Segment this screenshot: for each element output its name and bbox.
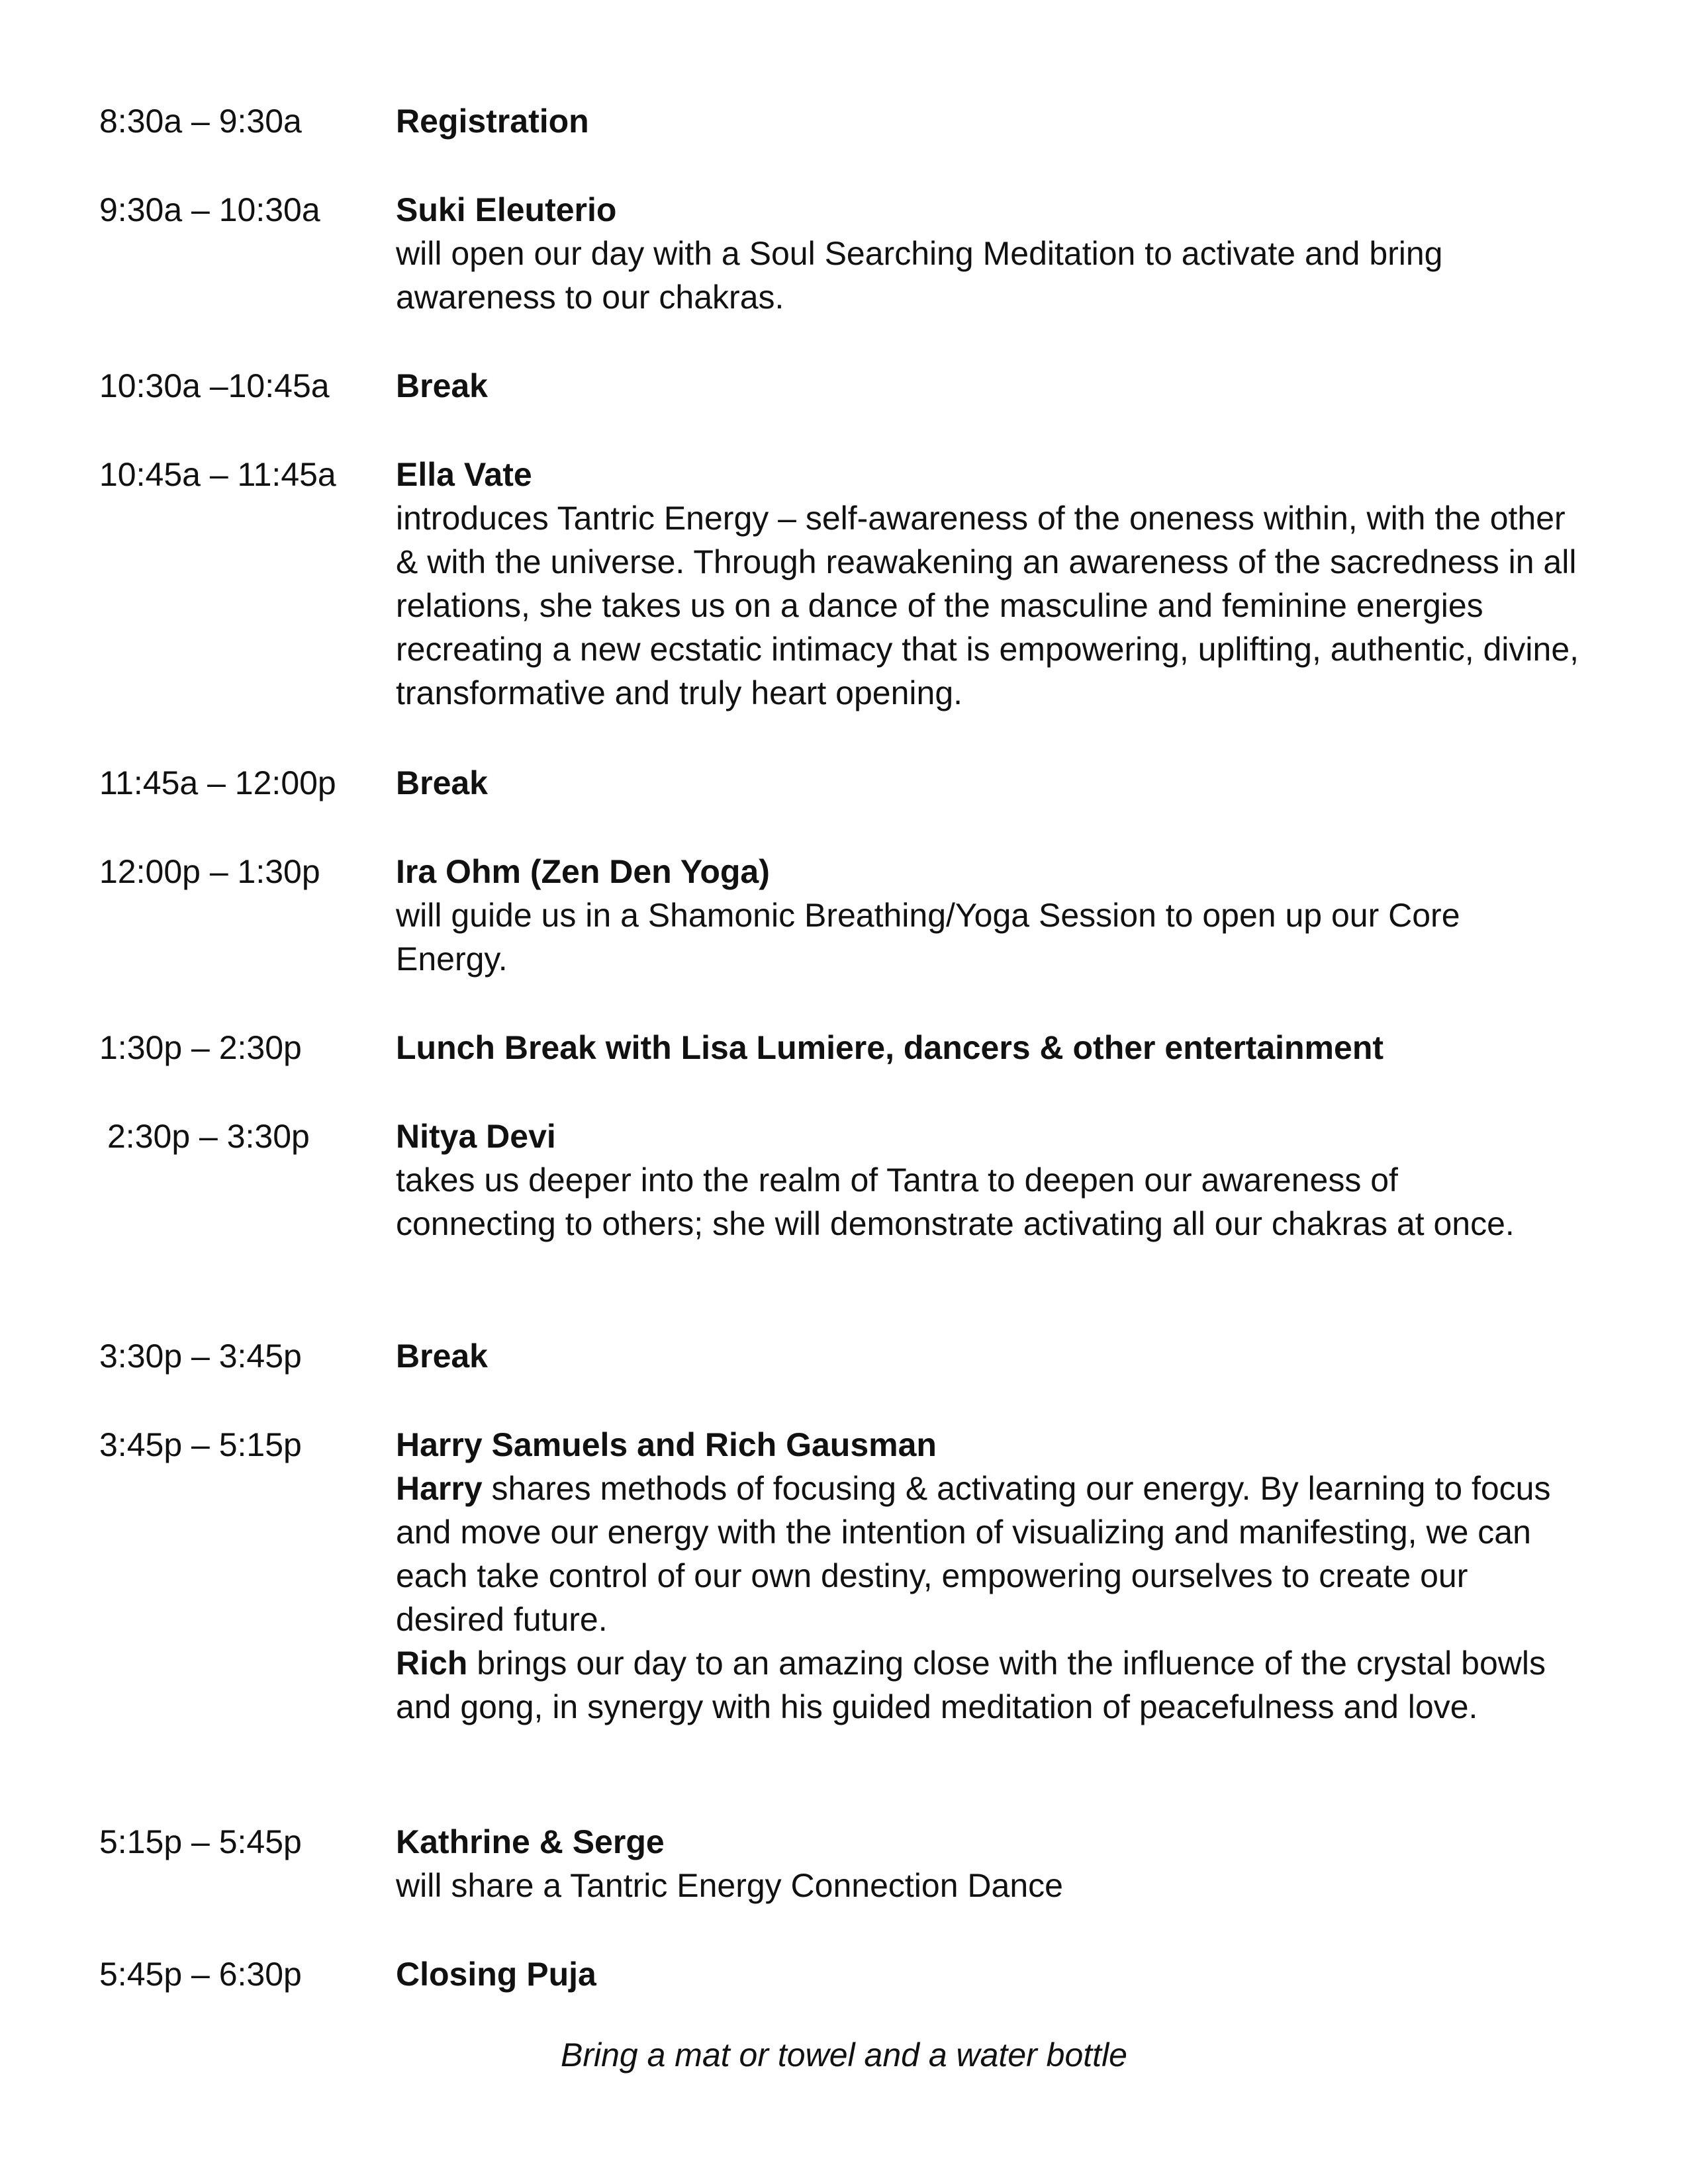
time-slot: 10:45a – 11:45a [99, 456, 336, 493]
entry-content [396, 1334, 1587, 1378]
time-slot: 9:30a – 10:30a [99, 191, 320, 228]
time-slot: 8:30a – 9:30a [99, 103, 302, 140]
session-description: will open our day with a Soul Searching Meditation to activate and bring awareness to our chakras. [396, 235, 1443, 316]
time-slot: 2:30p – 3:30p [107, 1118, 310, 1155]
session-title: Break [396, 1338, 488, 1375]
time-slot: 12:00p – 1:30p [99, 853, 320, 890]
entry-content [396, 1820, 1587, 1907]
footer-note: Bring a mat or towel and a water bottle [560, 2036, 1127, 2073]
time-slot: 3:45p – 5:15p [99, 1426, 302, 1463]
session-description: will share a Tantric Energy Connection Dance [396, 1867, 1063, 1904]
session-title: Closing Puja [396, 1956, 596, 1993]
session-title: Lunch Break with Lisa Lumiere, dancers & other entertainment [396, 1029, 1384, 1066]
entry-content [396, 188, 1561, 319]
paragraph-text: shares methods of focusing & activating our energy. By learning to focus and move our energy with the intention of visualizing and manifesting, we can each take control of our own destiny, empowering ourselves to create our desired future. [396, 1470, 1551, 1638]
session-description: will guide us in a Shamonic Breathing/Yoga Session to open up our Core Energy. [396, 897, 1460, 978]
time-slot: 11:45a – 12:00p [99, 764, 336, 801]
entry-content [396, 99, 1587, 143]
session-title: Ira Ohm (Zen Den Yoga) [396, 853, 770, 890]
entry-content [396, 850, 1561, 981]
entry-content [396, 1026, 1587, 1069]
entry-content [396, 453, 1594, 715]
session-description: introduces Tantric Energy – self-awareness of the oneness within, with the other & with the universe. Through reawakening an awareness of the sacredness in all relations, she takes us on a dance of the masculine and feminine energies recreating a new ecstatic intimacy that is empowering, uplifting, authentic, divine, transformative and truly heart opening. [396, 500, 1579, 711]
session-paragraph-rich [396, 1641, 1581, 1729]
session-title: Registration [396, 103, 589, 140]
session-title: Suki Eleuterio [396, 191, 617, 228]
session-title: Ella Vate [396, 456, 532, 493]
time-slot: 3:30p – 3:45p [99, 1338, 302, 1375]
session-description: takes us deeper into the realm of Tantra to deepen our awareness of connecting to others; she will demonstrate activating all our chakras at once. [396, 1161, 1515, 1242]
presenter-name-harry: Harry [396, 1470, 483, 1507]
session-title: Kathrine & Serge [396, 1823, 665, 1860]
time-slot: 10:30a –10:45a [99, 367, 330, 404]
paragraph-text: brings our day to an amazing close with the influence of the crystal bowls and gong, in synergy with his guided meditation of peacefulness and love. [396, 1645, 1546, 1725]
session-title: Break [396, 367, 488, 404]
time-slot: 1:30p – 2:30p [99, 1029, 302, 1066]
entry-content [396, 761, 1587, 805]
time-slot: 5:45p – 6:30p [99, 1956, 302, 1993]
entry-content [396, 1115, 1521, 1246]
session-title: Harry Samuels and Rich Gausman [396, 1426, 937, 1463]
entry-content [396, 364, 1587, 408]
session-paragraph-harry [396, 1467, 1581, 1641]
entry-content [396, 1952, 1587, 1996]
session-title: Nitya Devi [396, 1118, 556, 1155]
time-slot: 5:15p – 5:45p [99, 1823, 302, 1860]
presenter-name-rich: Rich [396, 1645, 468, 1682]
session-title: Break [396, 764, 488, 801]
entry-content [396, 1423, 1581, 1729]
